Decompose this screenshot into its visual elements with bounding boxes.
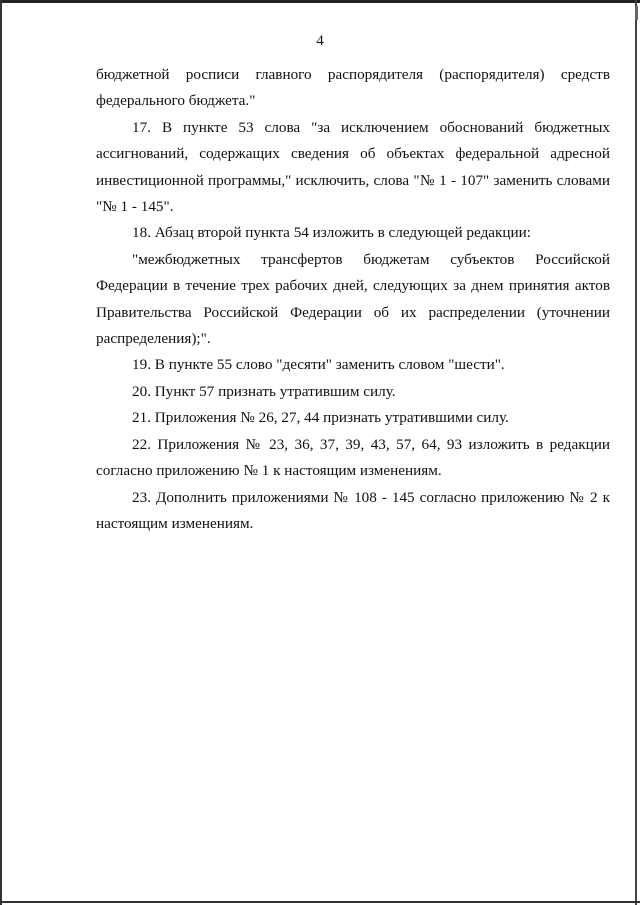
paragraph-item-23: 23. Дополнить приложениями № 108 - 145 согласно приложению № 2 к настоящим изменениям.: [96, 488, 610, 532]
page-edge-left: [0, 0, 2, 905]
page-edge-bottom: [0, 901, 640, 903]
paragraph-continuation: бюджетной росписи главного распорядителя (распорядителя) средств федерального бюджета.": [96, 66, 610, 110]
paragraph-item-17: 17. В пункте 53 слова "за исключением обоснований бюджетных ассигнований, содержащих сведения об объектах федеральной адресной инвестиционной программы," исключить, слова "№ 1 - 107" заменить словами "№ 1 - 145".: [96, 118, 610, 216]
scan-mark: [635, 6, 638, 20]
paragraph-item-18: 18. Абзац второй пункта 54 изложить в следующей редакции:: [132, 224, 532, 242]
page-edge-right: [635, 0, 637, 905]
document-body: [96, 62, 610, 537]
paragraph-quoted-text: "межбюджетных трансфертов бюджетам субъектов Российской Федерации в течение трех рабочих дней, следующих за днем принятия актов Правительства Российской Федерации об их распределении (уточнении распределения);".: [96, 250, 610, 348]
paragraph-item-22: 22. Приложения № 23, 36, 37, 39, 43, 57, 64, 93 изложить в редакции согласно приложению № 1 к настоящим изменениям.: [96, 435, 610, 480]
paragraph-item-21: 21. Приложения № 26, 27, 44 признать утратившими силу.: [132, 409, 509, 427]
paragraph-item-19: 19. В пункте 55 слово "десяти" заменить словом "шести".: [132, 356, 505, 374]
paragraph-item-20: 20. Пункт 57 признать утратившим силу.: [132, 382, 396, 400]
page-edge-top: [0, 0, 640, 3]
page-number: 4: [316, 33, 324, 49]
